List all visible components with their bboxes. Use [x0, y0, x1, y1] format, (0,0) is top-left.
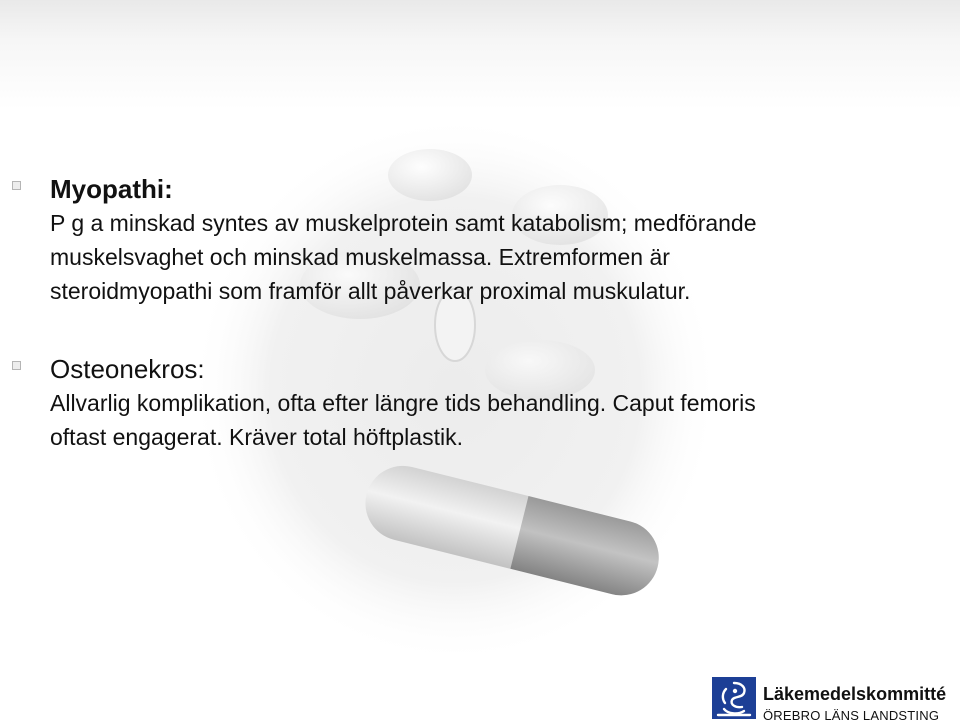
bullet-osteonekros [12, 352, 952, 454]
body-line: muskelsvaghet och minskad muskelmassa. Extremformen är [50, 244, 670, 270]
logo-subtitle: ÖREBRO LÄNS LANDSTING [763, 708, 940, 720]
bullet-body [50, 206, 952, 308]
logo-name: Läkemedelskommitté [763, 684, 947, 704]
county-council-logo-icon [712, 677, 756, 719]
bullet-body [50, 386, 952, 454]
bullet-title: Myopathi: [50, 174, 173, 204]
bullet-square-icon [12, 361, 21, 370]
body-line: steroidmyopathi som framför allt påverkar proximal muskulatur. [50, 278, 691, 304]
bullet-square-icon [12, 181, 21, 190]
organization-logo [712, 676, 960, 720]
body-line: oftast engagerat. Kräver total höftplastik. [50, 424, 463, 450]
bullet-myopathi [12, 172, 952, 308]
body-line: P g a minskad syntes av muskelprotein samt katabolism; medförande [50, 210, 757, 236]
body-line: Allvarlig komplikation, ofta efter längre tids behandling. Caput femoris [50, 390, 756, 416]
bullet-title: Osteonekros: [50, 354, 205, 384]
